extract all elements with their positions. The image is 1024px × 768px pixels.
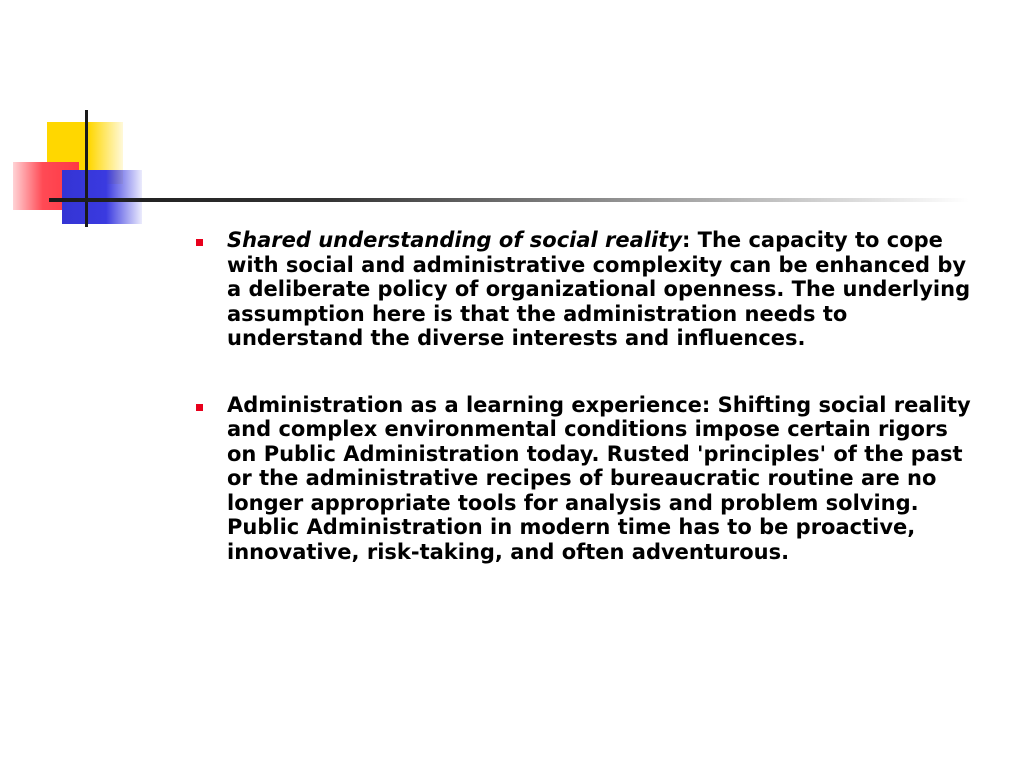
bullet-text: The capacity to cope with social and administrative complexity can be enhanced by a deliberate policy of organizational openness. The underlying assumption here is that the administration needs to understand the diverse interests and influences. (227, 228, 971, 350)
bullet-item-shared-understanding (196, 228, 976, 351)
square-bullet-icon (196, 404, 203, 411)
logo-vertical-line (85, 110, 88, 227)
bullet-separator: : (681, 228, 691, 252)
bullet-text: Administration as a learning experience: Shifting social reality and complex environmental conditions impose certain rigors on Public Administration today. Rusted 'principles' of the past or the administrative recipes of bureaucratic routine are no longer appropriate tools for analysis and problem solving. Public Administration in modern time has to be proactive, innovative, risk-taking, and often adventurous. (227, 392, 971, 564)
bullet-list (196, 228, 976, 606)
bullet-term: Shared understanding of social reality (227, 228, 682, 252)
title-divider-line (49, 198, 969, 202)
square-bullet-icon (196, 239, 203, 246)
bullet-item-learning-experience (196, 393, 976, 565)
logo-blue-square (62, 170, 142, 224)
